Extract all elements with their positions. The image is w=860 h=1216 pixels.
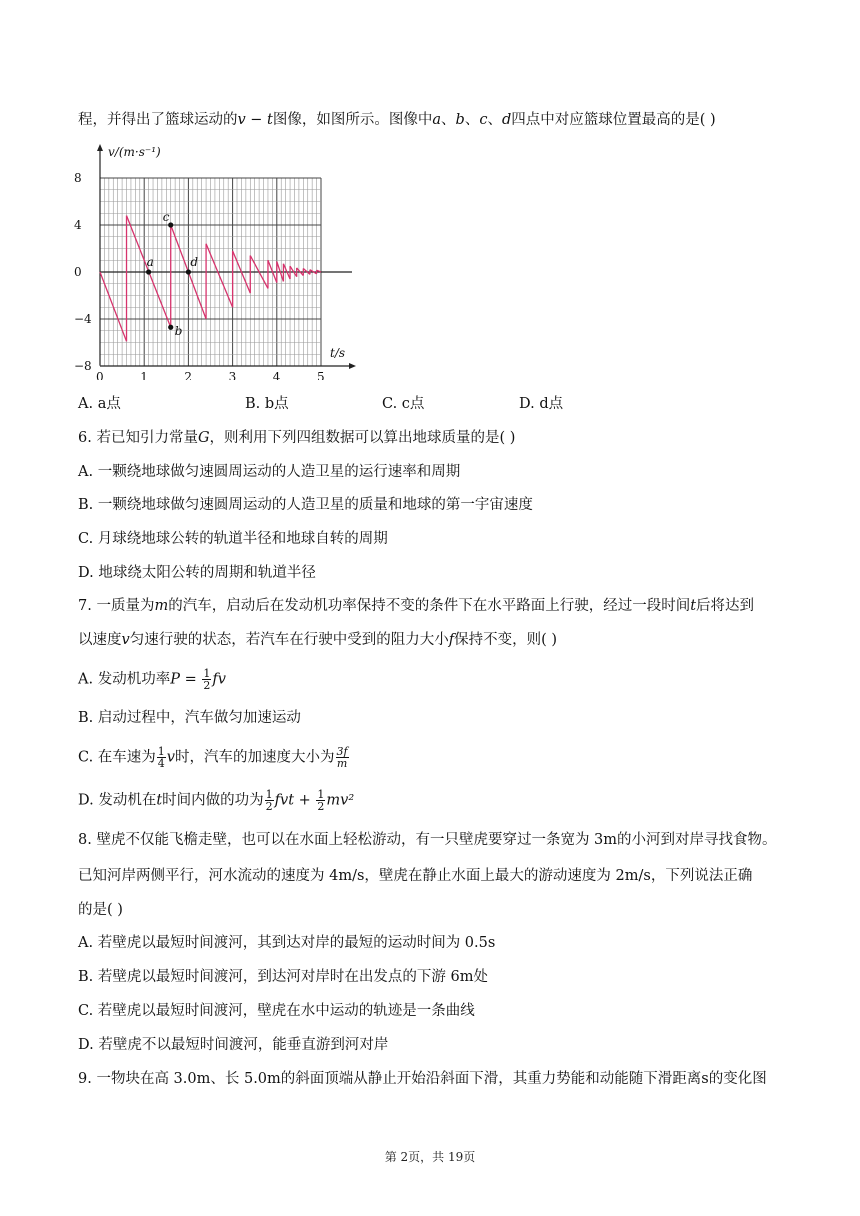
point-d (186, 269, 191, 274)
q7c-text-1: C. 在车速为 (78, 749, 156, 766)
q7-stem-line-2 (78, 630, 557, 650)
q7d-math-mv2: mv² (326, 792, 355, 809)
q7a-math-p: P = (170, 671, 202, 688)
y-tick-label: 8 (74, 171, 82, 185)
point-label-d: d (190, 255, 199, 269)
q7c-fraction-1 (157, 746, 166, 769)
q8-stem-line-3: 的是( ) (78, 902, 123, 918)
q7d-text-2: 时间内做的功为 (162, 792, 264, 809)
q7a-fraction (202, 668, 211, 691)
x-tick-label: 2 (184, 370, 193, 380)
q7-math-m: m (154, 598, 169, 614)
q7-option-d[interactable] (78, 789, 354, 812)
q7-stem-line-1 (78, 596, 754, 616)
y-tick-label: 4 (74, 218, 82, 232)
q5-sep-3: 、 (487, 112, 502, 128)
y-tick-label: −4 (74, 312, 92, 326)
q5-math-vt: v − t (237, 112, 273, 128)
q7c-den-2: m (336, 757, 348, 770)
point-a (146, 269, 151, 274)
q7c-fraction-2 (336, 746, 349, 769)
q7-option-c[interactable] (78, 746, 350, 769)
q8-option-d[interactable]: D. 若壁虎不以最短时间渡河，能垂直游到河对岸 (78, 1037, 389, 1053)
q7-option-b[interactable]: B. 启动过程中，汽车做匀加速运动 (78, 710, 301, 726)
q6-option-c[interactable]: C. 月球绕地球公转的轨道半径和地球自转的周期 (78, 531, 388, 547)
point-label-b: b (174, 324, 183, 339)
q7-option-a[interactable] (78, 668, 226, 691)
x-tick-label: 5 (317, 370, 325, 380)
q7-text-3: 后将达到 (696, 598, 755, 614)
q6-text-2: ，则利用下列四组数据可以算出地球质量的是( ) (209, 430, 516, 446)
x-tick-label: 0 (96, 370, 104, 380)
q5-sep-2: 、 (464, 112, 480, 128)
q8-stem-line-1: 8. 壁虎不仅能飞檐走壁，也可以在水面上轻松游动，有一只壁虎要穿过一条宽为 3m的小河到对岸寻找食物。 (78, 832, 777, 848)
q7-text-1: 7. 一质量为 (78, 598, 155, 614)
q8-option-a[interactable]: A. 若壁虎以最短时间渡河，其到达对岸的最短的运动时间为 0.5s (78, 935, 496, 951)
point-label-a: a (146, 255, 154, 269)
q5-math-a: a (432, 112, 442, 128)
q7c-num-2: 3f (336, 745, 348, 758)
q7a-math-fv: fv (212, 671, 226, 688)
q7d-fraction-1 (265, 789, 274, 812)
q6-math-g: G (197, 430, 210, 446)
page-footer: 第 2页，共 19页 (384, 1150, 476, 1164)
q7-math-f: f (448, 632, 455, 648)
q8-option-b[interactable]: B. 若壁虎以最短时间渡河，到达河对岸时在出发点的下游 6m处 (78, 969, 488, 985)
chart-ticks (74, 171, 325, 380)
q7d-den-2: 2 (317, 800, 325, 813)
q7a-den: 2 (203, 679, 211, 692)
q8-option-c[interactable]: C. 若壁虎以最短时间渡河，壁虎在水中运动的轨迹是一条曲线 (78, 1003, 475, 1019)
q7d-fraction-2 (316, 789, 325, 812)
q6-stem (78, 428, 515, 448)
q7d-den-1: 2 (265, 800, 273, 813)
q7c-text-2: 时，汽车的加速度大小为 (175, 749, 335, 766)
y-tick-label: 0 (74, 265, 82, 279)
q7-text-5: 匀速行驶的状态，若汽车在行驶中受到的阻力大小 (129, 632, 449, 648)
y-axis-arrow (97, 144, 103, 151)
q6-option-d[interactable]: D. 地球绕太阳公转的周期和轨道半径 (78, 565, 316, 581)
q7-text-4: 以速度 (78, 632, 122, 648)
q7c-den-1: 4 (157, 757, 165, 770)
q7d-math-t: t (156, 792, 163, 809)
q7d-num-1: 1 (265, 788, 273, 801)
q7a-num: 1 (203, 667, 211, 680)
point-b (168, 325, 173, 330)
q5-math-d: d (501, 112, 512, 128)
q5-sep-1: 、 (441, 112, 456, 128)
q5-option-a[interactable]: A. a点 (78, 396, 121, 412)
x-axis-label: t/s (330, 346, 346, 360)
q7c-num-1: 1 (157, 745, 165, 758)
x-tick-label: 4 (272, 370, 281, 380)
q7-math-t: t (690, 598, 697, 614)
q7d-math-fvt: fvt + (274, 792, 316, 809)
q7d-text-1: D. 发动机在 (78, 792, 157, 809)
q6-option-a[interactable]: A. 一颗绕地球做匀速圆周运动的人造卫星的运行速率和周期 (78, 464, 461, 480)
q5-text-3: 四点中对应篮球位置最高的是( ) (511, 112, 716, 128)
q7-text-6: 保持不变，则( ) (454, 632, 558, 648)
vt-chart (70, 140, 370, 380)
q8-stem-line-2: 已知河岸两侧平行，河水流动的速度为 4m/s，壁虎在静止水面上最大的游动速度为 2m/s，下列说法正确 (78, 868, 753, 884)
q5-text-2: 图像，如图所示。图像中 (272, 112, 433, 128)
point-label-c: c (162, 210, 170, 224)
x-tick-label: 1 (140, 370, 148, 380)
q6-text-1: 6. 若已知引力常量 (78, 430, 198, 446)
q7-math-v: v (121, 632, 130, 648)
q5-stem-line (78, 110, 716, 130)
q5-option-c[interactable]: C. c点 (382, 396, 425, 412)
q7c-math-v: v (166, 749, 175, 766)
y-tick-label: −8 (74, 359, 92, 373)
q6-option-b[interactable]: B. 一颗绕地球做匀速圆周运动的人造卫星的质量和地球的第一宇宙速度 (78, 497, 533, 513)
q5-option-d[interactable]: D. d点 (519, 396, 564, 412)
q5-math-b: b (455, 112, 465, 128)
x-tick-label: 3 (228, 370, 237, 380)
q5-math-c: c (479, 112, 488, 128)
q7d-num-2: 1 (317, 788, 325, 801)
q7a-text: A. 发动机功率 (78, 671, 171, 688)
q9-stem-line-1: 9. 一物块在高 3.0m、长 5.0m的斜面顶端从静止开始沿斜面下滑，其重力势能和动能随下滑距离s的变化图 (78, 1071, 767, 1087)
q5-text-1: 程，并得出了篮球运动的 (78, 112, 238, 128)
q7-text-2: 的汽车，启动后在发动机功率保持不变的条件下在水平路面上行驶，经过一段时间 (168, 598, 691, 614)
q5-option-b[interactable]: B. b点 (245, 396, 289, 412)
y-axis-label: v/(m·s⁻¹) (108, 145, 161, 159)
